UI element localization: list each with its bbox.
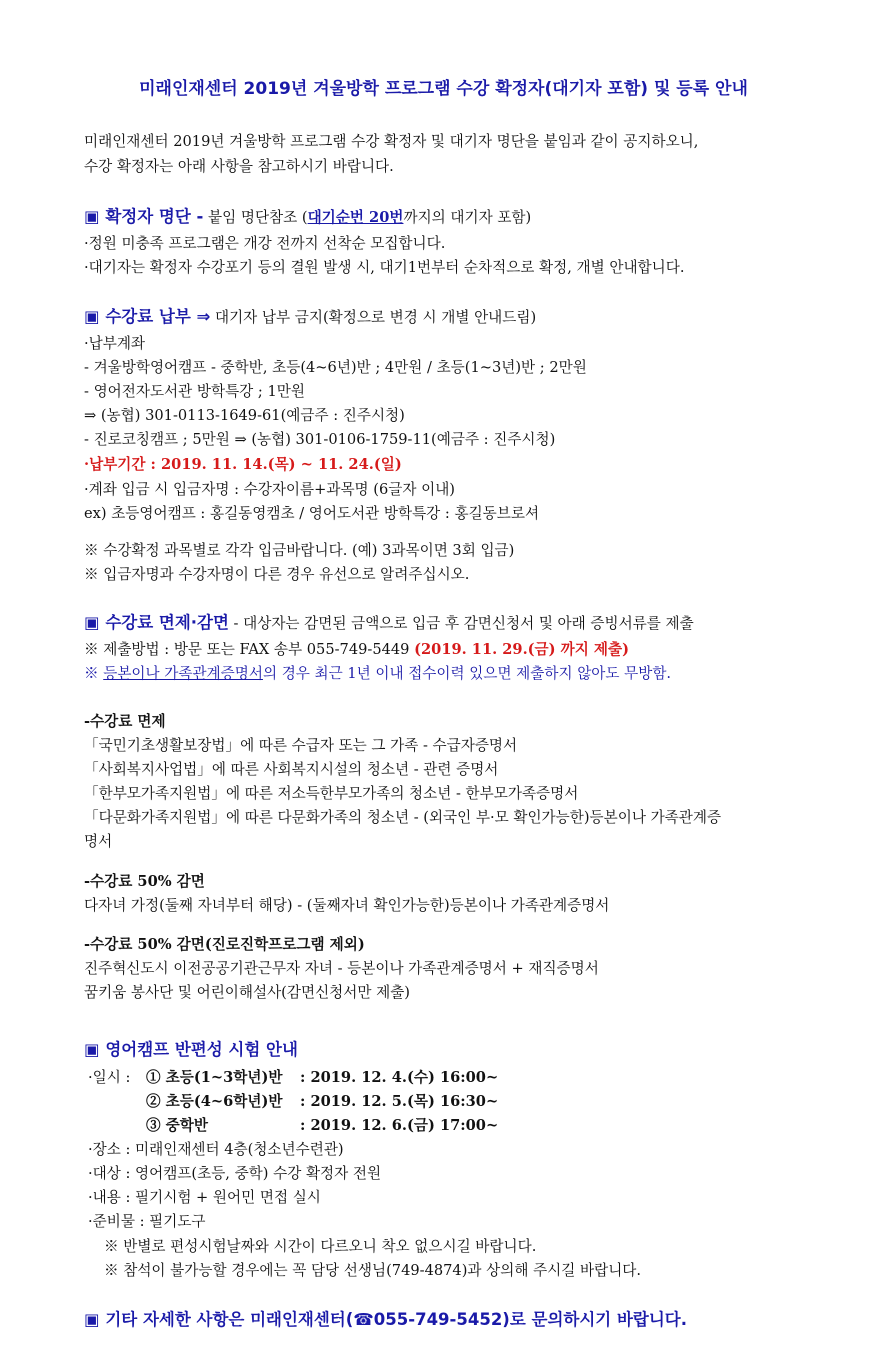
subheading: -수강료 50% 감면: [84, 873, 205, 890]
submit-note: ※ 등본이나 가족관계증명서의 경우 최근 1년 이내 접수이력 있으면 제출하지 않아도 무방함.: [84, 665, 672, 682]
text-line: - 진로코칭캠프 ; 5만원 ⇒ (농협) 301-0106-1759-11(예금주 : 진주시청): [84, 431, 556, 448]
section-confirmed-heading: ▣ 확정자 명단 - 붙임 명단참조 (대기순번 20번까지의 대기자 포함): [84, 207, 532, 226]
section-heading: ▣ 수강료 납부 ⇒: [84, 307, 211, 326]
text-line: ·준비물 : 필기도구: [88, 1213, 206, 1230]
note-line: ※ 수강확정 과목별로 각각 입금바랍니다. (예) 3과목이면 3회 입금): [84, 542, 515, 559]
text-line: 명서: [84, 833, 113, 850]
subheading: -수강료 50% 감면(진로진학프로그램 제외): [84, 936, 365, 953]
text-line: ⇒ (농협) 301-0113-1649-61(예금주 : 진주시청): [84, 407, 405, 424]
text-line: - 겨울방학영어캠프 - 중학반, 초등(4~6년)반 ; 4만원 / 초등(1~3년)반 ; 2만원: [84, 359, 587, 376]
text-line: ·내용 : 필기시험 + 원어민 면접 실시: [88, 1189, 321, 1206]
subheading: -수강료 면제: [84, 713, 166, 730]
submit-method: ※ 제출방법 : 방문 또는 FAX 송부 055-749-5449 (2019. 11. 29.(금) 까지 제출): [84, 641, 630, 658]
section-discount-heading: ▣ 수강료 면제·감면 - 대상자는 감면된 금액으로 입금 후 감면신청서 및 아래 증빙서류를 제출: [84, 613, 694, 632]
date-label: ·일시 :: [88, 1069, 131, 1086]
note-line: ※ 입금자명과 수강자명이 다른 경우 유선으로 알려주십시오.: [84, 566, 470, 583]
note-line: ※ 반별로 편성시험날짜와 시간이 다르오니 착오 없으시길 바랍니다.: [104, 1238, 537, 1255]
text-line: 꿈키움 봉사단 및 어린이해설사(감면신청서만 제출): [84, 984, 410, 1001]
test-class: ① 초등(1~3학년)반: [146, 1069, 283, 1086]
page-title: 미래인재센터 2019년 겨울방학 프로그램 수강 확정자(대기자 포함) 및 등록 안내: [139, 79, 748, 99]
section-heading: ▣ 영어캠프 반편성 시험 안내: [84, 1040, 298, 1059]
test-time: : 2019. 12. 6.(금) 17:00~: [300, 1117, 499, 1134]
section-fee-heading: ▣ 수강료 납부 ⇒ 대기자 납부 금지(확정으로 변경 시 개별 안내드림): [84, 307, 537, 326]
text-line: ·장소 : 미래인재센터 4층(청소년수련관): [88, 1141, 344, 1158]
section-heading: ▣ 확정자 명단 -: [84, 207, 204, 226]
test-class: ② 초등(4~6학년)반: [146, 1093, 283, 1110]
test-class: ③ 중학반: [146, 1117, 208, 1134]
text-line: 「한부모가족지원법」에 따른 저소득한부모가족의 청소년 - 한부모가족증명서: [84, 785, 579, 802]
text-line: ·대기자는 확정자 수강포기 등의 결원 발생 시, 대기1번부터 순차적으로 확정, 개별 안내합니다.: [84, 259, 685, 276]
footer-contact: ▣ 기타 자세한 사항은 미래인재센터(☎055-749-5452)로 문의하시기 바랍니다.: [84, 1310, 687, 1329]
text-line: 「다문화가족지원법」에 따른 다문화가족의 청소년 - (외국인 부·모 확인가능한)등본이나 가족관계증: [84, 809, 722, 826]
text-line: ·납부계좌: [84, 335, 146, 352]
text-line: 다자녀 가정(둘째 자녀부터 해당) - (둘째자녀 확인가능한)등본이나 가족관계증명서: [84, 897, 610, 914]
intro-line-1: 미래인재센터 2019년 겨울방학 프로그램 수강 확정자 및 대기자 명단을 붙임과 같이 공지하오니,: [84, 133, 699, 150]
text-line: 「사회복지사업법」에 따른 사회복지시설의 청소년 - 관련 증명서: [84, 761, 499, 778]
waitlist-link-text: 대기순번 20번: [307, 209, 404, 226]
text-line: 진주혁신도시 이전공공기관근무자 자녀 - 등본이나 가족관계증명서 + 재직증명서: [84, 960, 599, 977]
payment-period: ·납부기간 : 2019. 11. 14.(목) ~ 11. 24.(일): [84, 456, 402, 473]
text-line: ex) 초등영어캠프 : 홍길동영캠초 / 영어도서관 방학특강 : 홍길동브로셔: [84, 505, 540, 522]
section-test-heading: [84, 1040, 298, 1061]
text-line: - 영어전자도서관 방학특강 ; 1만원: [84, 383, 305, 400]
text-line: ·정원 미충족 프로그램은 개강 전까지 선착순 모집합니다.: [84, 235, 446, 252]
test-time: : 2019. 12. 4.(수) 16:00~: [300, 1069, 499, 1086]
text-line: ·대상 : 영어캠프(초등, 중학) 수강 확정자 전원: [88, 1165, 382, 1182]
intro-line-2: 수강 확정자는 아래 사항을 참고하시기 바랍니다.: [84, 158, 394, 175]
text-line: 「국민기초생활보장법」에 따른 수급자 또는 그 가족 - 수급자증명서: [84, 737, 518, 754]
test-time: : 2019. 12. 5.(목) 16:30~: [300, 1093, 499, 1110]
text-line: ·계좌 입금 시 입금자명 : 수강자이름+과목명 (6글자 이내): [84, 481, 455, 498]
note-line: ※ 참석이 불가능할 경우에는 꼭 담당 선생님(749-4874)과 상의해 주시길 바랍니다.: [104, 1262, 642, 1279]
section-heading: ▣ 수강료 면제·감면: [84, 613, 229, 632]
